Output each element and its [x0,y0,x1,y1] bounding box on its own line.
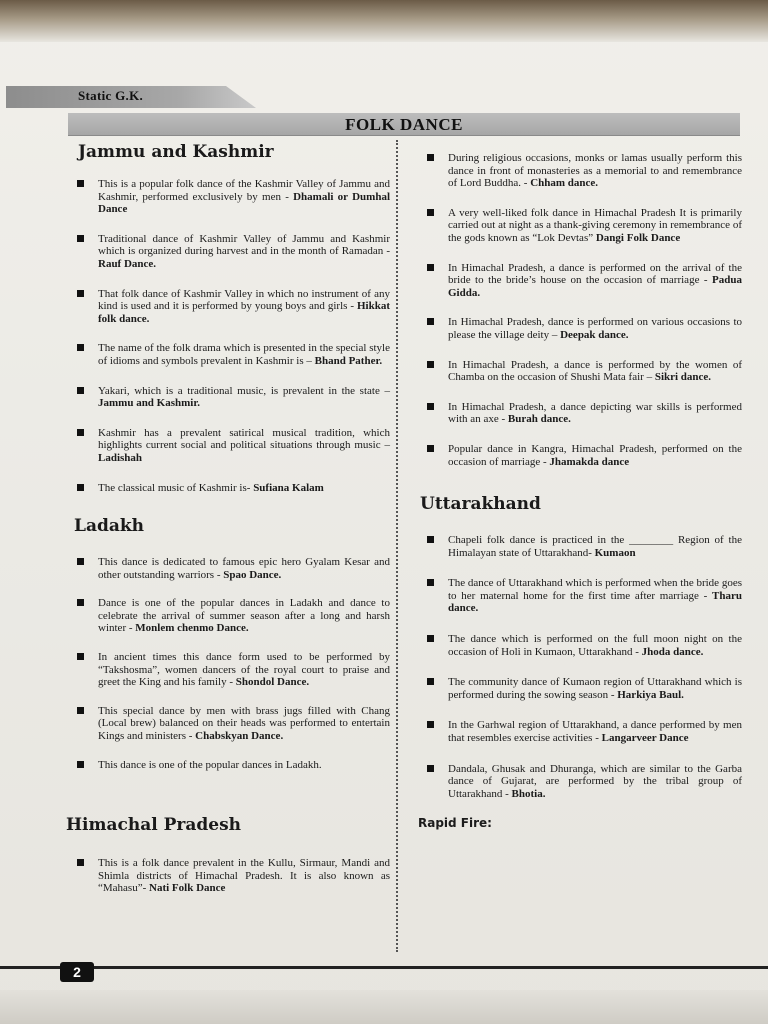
item-text: Dandala, Ghusak and Dhuranga, which are similar to the Garba dance of Gujarat, are performed by the tribal group of Uttarakhand - [448,762,742,800]
page-top-edge [0,0,768,42]
list-item [414,152,742,190]
list-item [64,288,390,326]
item-answer: Burah dance. [507,413,571,426]
item-text: In the Garhwal region of Uttarakhand, a dance performed by men that resembles exercise activities - [448,719,742,745]
item-text: Traditional dance of Kashmir Valley of Jammu and Kashmir which is organized during harvest and in the month of Ramadan - [98,232,390,258]
bullet-icon [77,235,84,242]
item-answer: Tharu dance. [448,589,742,615]
list-item [64,178,390,216]
list-item [64,597,390,635]
item-answer: Chabskyan Dance. [195,730,284,743]
item-answer: Harkiya Baul. [617,688,684,701]
item-answer: Sufiana Kalam [253,481,324,494]
section-heading-jammu-kashmir: Jammu and Kashmir [78,142,274,162]
item-text: The classical music of Kashmir is- [98,481,251,494]
list-item [64,342,390,367]
himachal-pradesh-continued-list [414,152,742,468]
bullet-icon [77,344,84,351]
static-gk-label: Static G.K. [78,88,144,103]
jammu-kashmir-list [64,178,390,494]
item-text: The name of the folk drama which is presented in the special style of idioms and symbols prevalent in Kashmir is – [98,342,390,367]
list-item [64,651,390,689]
list-item [414,401,742,426]
item-text: This special dance by men with brass jugs filled with Chang (Local brew) balanced on their heads was performed to entertain Kings and ministers - [98,704,390,743]
bullet-icon [77,180,84,187]
item-text: Yakari, which is a traditional music, is prevalent in the state – [98,384,390,397]
ladakh-list [64,556,390,771]
right-column [414,140,742,830]
list-item [414,207,742,245]
item-answer: Nati Folk Dance [149,882,226,895]
list-item [64,705,390,743]
bullet-icon [77,484,84,491]
bullet-icon [427,678,434,685]
bullet-icon [427,721,434,728]
bullet-icon [77,653,84,660]
list-item [64,482,390,495]
rapid-fire-label: Rapid Fire: [418,816,492,831]
item-answer: Padua Gidda. [448,274,742,299]
section-heading-himachal-pradesh: Himachal Pradesh [66,815,242,836]
item-answer: Spao Dance. [223,568,282,581]
item-text: In Himachal Pradesh, a dance is performed by the women of Chamba on the occasion of Shushi Mata fair – [448,358,742,384]
item-text: In Himachal Pradesh, a dance depicting war skills is performed with an axe - [448,400,742,426]
item-text: The community dance of Kumaon region of Uttarakhand which is performed during the sowing season - [448,676,742,701]
list-item [64,385,390,410]
list-item [414,763,742,801]
column-divider [396,140,398,952]
item-text: Popular dance in Kangra, Himachal Pradesh, performed on the occasion of marriage - [448,442,742,468]
item-text: During religious occasions, monks or lamas usually perform this dance in front of monasteries as a memorial to and remembrance of Lord Buddha. - [448,152,742,190]
list-item [64,857,390,895]
item-text: This dance is one of the popular dances in Ladakh. [98,758,322,771]
bullet-icon [77,387,84,394]
page-number: 2 [60,962,94,982]
bullet-icon [427,765,434,772]
item-answer: Ladishah [98,451,143,464]
list-item [414,262,742,300]
item-text: This is a popular folk dance of the Kashmir Valley of Jammu and Kashmir, performed exclusively by men - [98,178,390,203]
item-text: In ancient times this dance form used to be performed by “Takshosma”, women dancers of the royal court to praise and greet the King and his family - [98,651,390,689]
item-answer: Deepak dance. [560,328,629,341]
bullet-icon [77,761,84,768]
item-text: That folk dance of Kashmir Valley in which no instrument of any kind is used and it is performed by young boys and girls - [98,287,390,313]
bullet-icon [427,536,434,543]
item-answer: Shondol Dance. [235,676,310,689]
bullet-icon [77,290,84,297]
bullet-icon [427,264,434,271]
bullet-icon [77,859,84,866]
section-heading-ladakh: Ladakh [74,516,145,537]
bullet-icon [427,445,434,452]
list-item [414,359,742,384]
bullet-icon [77,599,84,606]
item-answer: Bhand Pather. [314,354,383,367]
item-text: The dance of Uttarakhand which is performed when the bride goes to her maternal home for the first time after marriage - [448,577,742,602]
item-answer: Chham dance. [530,177,599,190]
item-answer: Jhoda dance. [641,645,704,658]
bullet-icon [427,403,434,410]
list-item [64,759,390,772]
section-heading-uttarakhand: Uttarakhand [420,494,541,515]
item-answer: Bhotia. [511,787,546,800]
item-text: In Himachal Pradesh, dance is performed on various occasions to please the village deity – [448,316,742,341]
bullet-icon [77,558,84,565]
title-bar [68,113,740,135]
list-item [414,316,742,341]
list-item [414,676,742,701]
item-answer: Jammu and Kashmir. [98,397,200,410]
item-answer: Langarveer Dance [601,732,689,745]
item-answer: Jhamakda dance [549,455,630,468]
item-text: Dance is one of the popular dances in Ladakh and dance to celebrate the arrival of summer season after a long and harsh winter - [98,597,390,635]
list-item [414,719,742,744]
list-item [64,233,390,271]
item-text: The dance which is performed on the full moon night on the occasion of Holi in Kumaon, Uttarakhand - [448,633,742,658]
item-answer: Rauf Dance. [98,257,157,270]
list-item [414,443,742,468]
footer-rule [0,966,768,969]
bullet-icon [427,154,434,161]
item-answer: Kumaon [594,546,636,559]
left-column [64,140,390,895]
bullet-icon [427,635,434,642]
bullet-icon [427,579,434,586]
list-item [64,427,390,465]
bullet-icon [427,361,434,368]
item-text: A very well-liked folk dance in Himachal Pradesh It is primarily carried out at night as a thank-giving ceremony in remembrance of the gods known as “Lok Devtas” [448,206,742,244]
page-bottom-edge [0,990,768,1024]
list-item [414,633,742,658]
bullet-icon [427,209,434,216]
item-text: This dance is dedicated to famous epic hero Gyalam Kesar and other outstanding warriors - [98,556,390,581]
uttarakhand-list [414,534,742,800]
item-text: This is a folk dance prevalent in the Kullu, Sirmaur, Mandi and Shimla districts of Himachal Pradesh. It is also known as “Mahasu”- [98,857,390,895]
list-item [414,577,742,615]
himachal-pradesh-list [64,857,390,895]
page-title: FOLK DANCE [345,115,463,134]
item-answer: Sikri dance. [654,371,712,384]
list-item [414,534,742,559]
bullet-icon [77,707,84,714]
list-item [64,556,390,581]
item-answer: Monlem chenmo Dance. [135,622,249,635]
bullet-icon [77,429,84,436]
item-answer: Dhamali or Dumhal Dance [98,190,390,216]
item-text: Chapeli folk dance is practiced in the ________ Region of the Himalayan state of Uttarakhand- [448,534,742,559]
bullet-icon [427,318,434,325]
item-answer: Dangi Folk Dance [595,231,681,244]
item-text: In Himachal Pradesh, a dance is performed on the arrival of the bride to the bride’s house on the occasion of marriage - [448,261,742,287]
item-text: Kashmir has a prevalent satirical musical tradition, which highlights current social and political situations through music – [98,426,390,452]
item-answer: Hikkat folk dance. [98,300,390,325]
